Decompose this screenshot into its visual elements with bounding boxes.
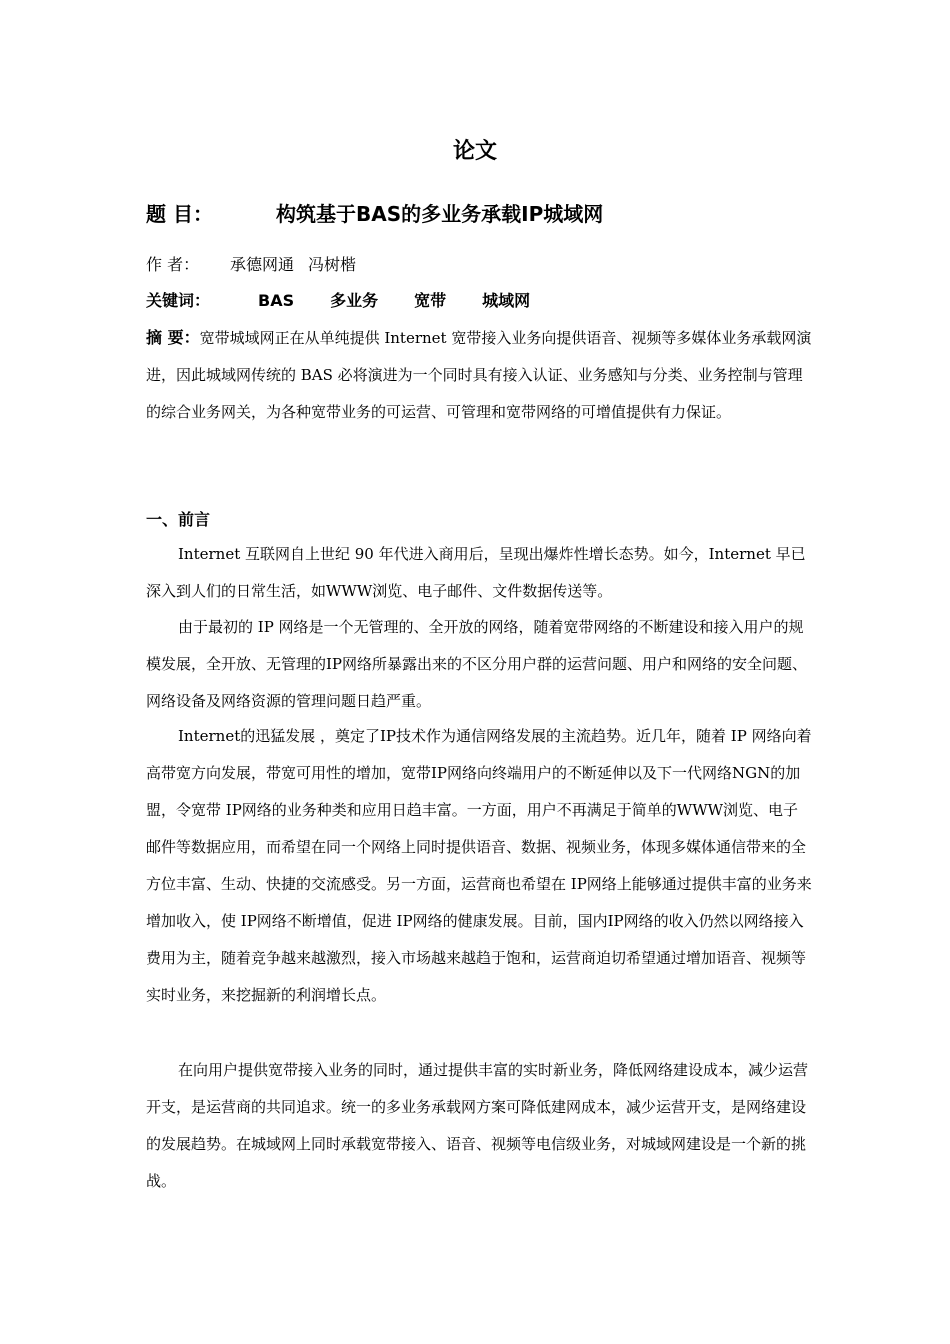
- abstract-text: 宽带城域网正在从单纯提供 Internet 宽带接入业务向提供语音、视频等多媒体业务承载网演进，因此城域网传统的 BAS 必将演进为一个同时具有接入认证、业务感知与分类、业务控制与管理的综合业务网关，为各种宽带业务的可运营、可管理和宽带网络的可增值提供有力保证。: [146, 329, 812, 421]
- title-row: [146, 198, 603, 230]
- body-paragraph: 在向用户提供宽带接入业务的同时，通过提供丰富的实时新业务，降低网络建设成本，减少运营开支，是运营商的共同追求。统一的多业务承载网方案可降低建网成本，减少运营开支，是网络建设的发展趋势。在城域网上同时承载宽带接入、语音、视频等电信级业务，对城域网建设是一个新的挑战。: [146, 1061, 809, 1190]
- keywords-label: 关键词：: [146, 291, 211, 310]
- author-name: 冯树楷: [308, 255, 357, 274]
- keyword-item: 城域网: [482, 291, 531, 310]
- body-paragraph: Internet的迅猛发展 ，奠定了IP技术作为通信网络发展的主流趋势。近几年，随着 IP 网络向着高带宽方向发展，带宽可用性的增加，宽带IP网络向终端用户的不断延伸以及下一代网络NGN的加盟，令宽带 IP网络的业务种类和应用日趋丰富。一方面，用户不再满足于简单的WWW浏览、电子邮件等数据应用，而希望在同一个网络上同时提供语音、数据、视频业务，体现多媒体通信带来的全方位丰富、生动、快捷的交流感受。另一方面，运营商也希望在 IP网络上能够通过提供丰富的业务来增加收入，使 IP网络不断增值，促进 IP网络的健康发展。目前，国内IP网络的收入仍然以网络接入费用为主，随着竞争越来越激烈，接入市场越来越趋于饱和，运营商迫切希望通过增加语音、视频等实时业务，来挖掘新的利润增长点。: [146, 727, 812, 1004]
- document-type-label: 论文: [452, 139, 497, 164]
- body-paragraph: 由于最初的 IP 网络是一个无管理的、全开放的网络，随着宽带网络的不断建设和接入用户的规模发展，全开放、无管理的IP网络所暴露出来的不区分用户群的运营问题、用户和网络的安全问题、网络设备及网络资源的管理问题日趋严重。: [146, 618, 808, 710]
- title-label: 题 目：: [146, 202, 213, 226]
- body-paragraph: Internet 互联网自上世纪 90 年代进入商用后，呈现出爆炸性增长态势。如今，Internet 早已深入到人们的日常生活，如WWW浏览、电子邮件、文件数据传送等。: [146, 545, 806, 600]
- section-heading: 一、前言: [146, 510, 211, 529]
- author-row: [146, 252, 356, 278]
- author-organization: 承德网通: [230, 255, 295, 274]
- paper-title: 构筑基于BAS的多业务承载IP城域网: [276, 202, 604, 226]
- keyword-item: 多业务: [330, 291, 379, 310]
- keyword-item: 宽带: [414, 291, 447, 310]
- author-label: 作 者：: [146, 255, 200, 274]
- keyword-item: BAS: [258, 291, 295, 310]
- abstract-paragraph: [146, 319, 812, 431]
- abstract-label: 摘 要：: [146, 328, 200, 347]
- keywords-row: [146, 288, 566, 314]
